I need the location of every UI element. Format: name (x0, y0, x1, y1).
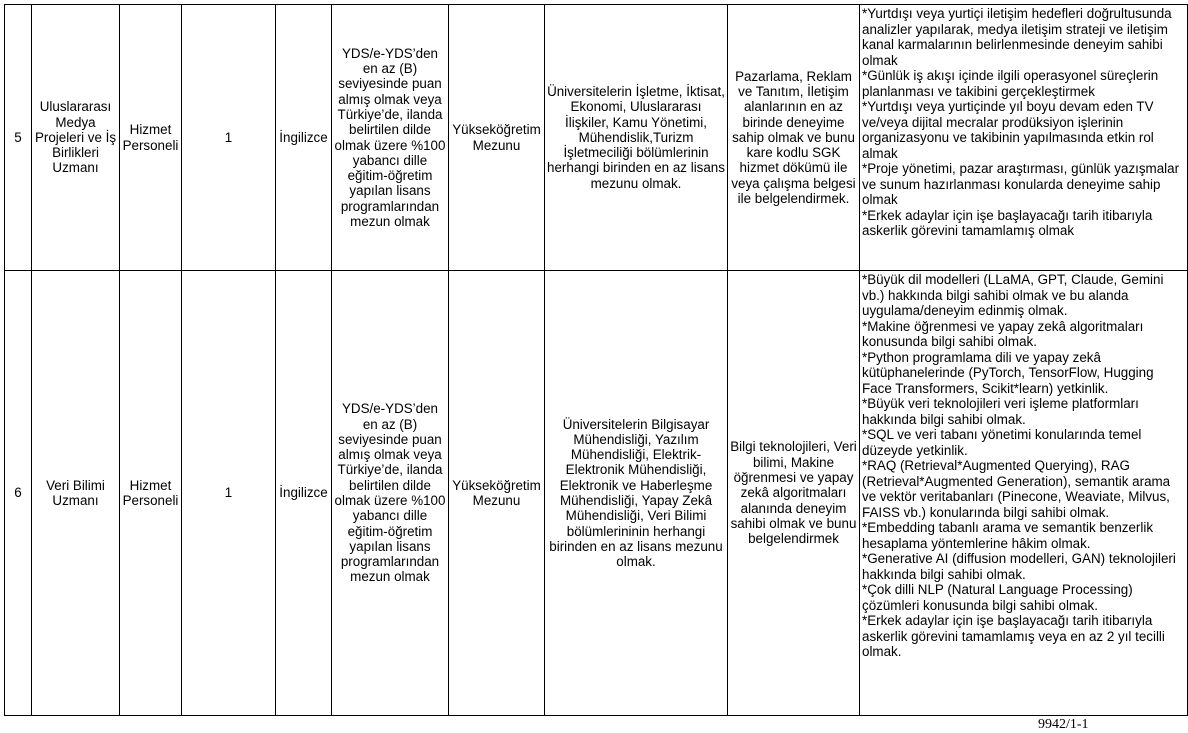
education-level: Yükseköğretim Mezunu (449, 5, 545, 271)
row-number: 5 (5, 5, 32, 271)
row-number: 6 (5, 271, 32, 716)
language: İngilizce (276, 5, 332, 271)
requirement-item: *Makine öğrenmesi ve yapay zekâ algoritmaları konusunda bilgi sahibi olmak. (862, 318, 1144, 349)
requirements (860, 5, 1188, 271)
requirement-item: *Proje yönetimi, pazar araştırması, günlük yazışmalar ve sunum hazırlanması konularda deneyime sahip olmak (862, 161, 1180, 207)
requirement-item: *Erkek adaylar için işe başlayacağı tarih itibarıyla askerlik görevini tamamlamış olmak (862, 207, 1153, 238)
requirement-item: *RAQ (Retrieval*Augmented Querying), RAG (Retrieval*Augmented Generation), semantik arama ve vektör veritabanları (Pinecone, Weaviate, Milvus, FAISS vb.) konularında bilgi sahibi olmak. (862, 458, 1171, 520)
requirement-item: *Günlük iş akışı içinde ilgili operasyonel süreçlerin planlanması ve takibini gerçekleştirmek (862, 68, 1159, 99)
requirements (860, 271, 1188, 716)
position-title: Veri Bilimi Uzmanı (32, 271, 120, 716)
requirement-item: *Generative AI (diffusion modelleri, GAN) teknolojileri hakkında bilgi sahibi olmak. (862, 551, 1176, 582)
position-title: Uluslararası Medya Projeleri ve İş Birlikleri Uzmanı (32, 5, 120, 271)
requirement-item: *Yurtdışı veya yurtiçi iletişim hedefleri doğrultusunda analizler yapılarak, medya iletişim strateji ve iletişim kanal karmalarının belirlenmesinde deneyim sahibi olmak (862, 6, 1172, 68)
education-level: Yükseköğretim Mezunu (449, 271, 545, 716)
table-row (5, 5, 1188, 271)
requirement-item: *Yurtdışı veya yurtiçinde yıl boyu devam eden TV ve/veya dijital mecralar prodüksiyon işlerinin organizasyonu ve takibinin yapılmasında etkin rol almak (862, 99, 1154, 161)
requirement-item: *Erkek adaylar için işe başlayacağı tarih itibarıyla askerlik görevini tamamlamış veya en az 2 yıl tecilli olmak. (862, 613, 1165, 659)
language: İngilizce (276, 271, 332, 716)
staff-class: Hizmet Personeli (120, 271, 182, 716)
requirement-item: *Python programlama dili ve yapay zekâ kütüphanelerinde (PyTorch, TensorFlow, Hugging Face Transformers, Scikit*learn) yetkinlik. (862, 349, 1154, 396)
position-count: 1 (182, 5, 276, 271)
departments: Üniversitelerin İşletme, İktisat, Ekonomi, Uluslararası İlişkiler, Kamu Yönetimi, Mühendislik,Turizm İşletmeciliği bölümlerinin herhangi birinden en az lisans mezunu olmak. (545, 5, 728, 271)
requirement-item: *SQL ve veri tabanı yönetimi konularında temel düzeyde yetkinlik. (862, 427, 1142, 458)
staff-class: Hizmet Personeli (120, 5, 182, 271)
requirement-item: *Büyük dil modelleri (LLaMA, GPT, Claude, Gemini vb.) hakkında bilgi sahibi olmak ve bu alanda uygulama/deneyim edinmiş olmak. (862, 272, 1164, 318)
positions-table (4, 4, 1188, 716)
experience: Bilgi teknolojileri, Veri bilimi, Makine öğrenmesi ve yapay zekâ algoritmaları alanında deneyim sahibi olmak ve bunu belgelendirmek (728, 271, 860, 716)
page-code: 9942/1-1 (1038, 717, 1089, 732)
requirement-item: *Çok dilli NLP (Natural Language Processing) çözümleri konusunda bilgi sahibi olmak. (862, 582, 1133, 613)
table-row (5, 271, 1188, 716)
departments: Üniversitelerin Bilgisayar Mühendisliği, Yazılım Mühendisliği, Elektrik-Elektronik Mühendisliği, Elektronik ve Haberleşme Mühendisliği, Yapay Zekâ Mühendisliği, Veri Bilimi bölümlerininin herhangi birinden en az lisans mezunu olmak. (545, 271, 728, 716)
language-requirement: YDS/e-YDS’den en az (B) seviyesinde puan almış olmak veya Türkiye’de, ilanda belirtilen dilde olmak üzere %100 yabancı dille eğitim-öğretim yapılan lisans programlarından mezun olmak (332, 271, 449, 716)
requirement-item: *Embedding tabanlı arama ve semantik benzerlik hesaplama yöntemlerine hâkim olmak. (862, 520, 1154, 551)
experience: Pazarlama, Reklam ve Tanıtım, İletişim alanlarının en az birinde deneyime sahip olmak ve bunu kare kodlu SGK hizmet dökümü ile veya çalışma belgesi ile belgelendirmek. (728, 5, 860, 271)
requirement-item: *Büyük veri teknolojileri veri işleme platformları hakkında bilgi sahibi olmak. (862, 396, 1139, 427)
language-requirement: YDS/e-YDS’den en az (B) seviyesinde puan almış olmak veya Türkiye’de, ilanda belirtilen dilde olmak üzere %100 yabancı dille eğitim-öğretim yapılan lisans programlarından mezun olmak (332, 5, 449, 271)
position-count: 1 (182, 271, 276, 716)
